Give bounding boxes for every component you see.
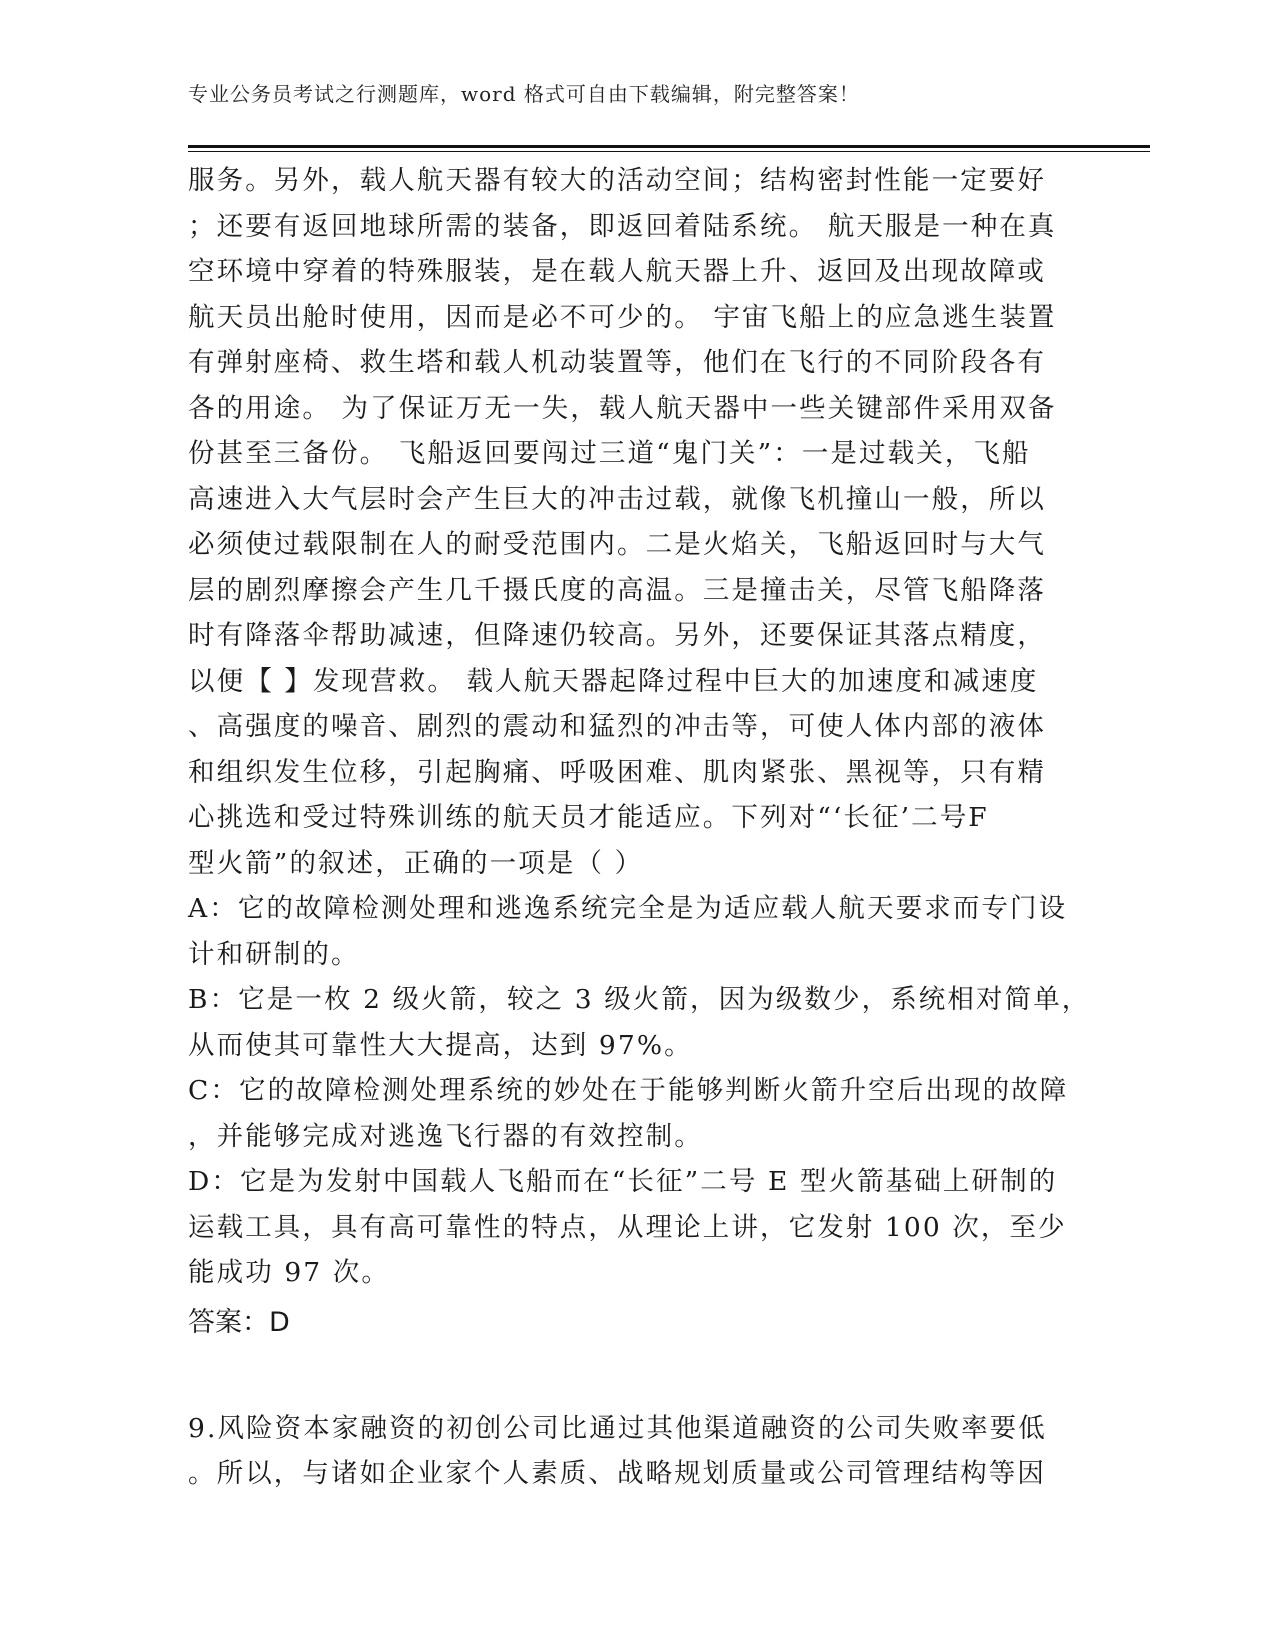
option-b-line: B：它是一枚 2 级火箭，较之 3 级火箭，因为级数少，系统相对简单， — [188, 984, 1091, 1015]
passage-line: 以便【 】发现营救。 载人航天器起降过程中巨大的加速度和减速度 — [188, 665, 1039, 697]
header-rule-thin — [188, 151, 1150, 152]
document-body — [188, 158, 1091, 1497]
passage-line: 时有降落伞帮助减速，但降速仍较高。另外，还要保证其落点精度， — [188, 620, 1046, 651]
passage-line: 份甚至三备份。 飞船返回要闯过三道“鬼门关”：一是过载关，飞船 — [188, 438, 1031, 469]
page-header: 专业公务员考试之行测题库，word 格式可自由下载编辑，附完整答案！ — [188, 82, 860, 106]
option-b — [188, 977, 1091, 1068]
header-rule-thick — [188, 145, 1150, 148]
question-9 — [188, 1406, 1068, 1497]
passage-line: 型火箭”的叙述，正确的一项是（ ） — [188, 847, 644, 879]
option-d-line: 能成功 97 次。 — [188, 1257, 390, 1288]
passage-line: 服务。另外，载人航天器有较大的活动空间；结构密封性能一定要好 — [188, 165, 1046, 196]
question-line: 9.风险资本家融资的初创公司比通过其他渠道融资的公司失败率要低 — [188, 1412, 1047, 1444]
option-a — [188, 886, 1068, 977]
passage-line: 有弹射座椅、救生塔和载人机动装置等，他们在飞行的不同阶段各有 — [188, 347, 1046, 378]
passage-line: 层的剧烈摩擦会产生几千摄氏度的高温。三是撞击关，尽管飞船降落 — [188, 574, 1046, 606]
passage-line: 各的用途。 为了保证万无一失，载人航天器中一些关键部件采用双备 — [188, 392, 1057, 424]
passage-line: 和组织发生位移，引起胸痛、呼吸困难、肌肉紧张、黑视等，只有精 — [188, 756, 1046, 788]
passage — [188, 158, 1068, 886]
section-gap — [188, 1346, 1068, 1406]
passage-line: ；还要有返回地球所需的装备，即返回着陆系统。 航天服是一种在真 — [188, 210, 1057, 242]
passage-line: 高速进入大气层时会产生巨大的冲击过载，就像飞机撞山一般，所以 — [188, 483, 1046, 515]
option-c-line: C：它的故障检测处理系统的妙处在于能够判断火箭升空后出现的故障 — [188, 1075, 1069, 1106]
passage-line: 、高强度的噪音、剧烈的震动和猛烈的冲击等，可使人体内部的液体 — [188, 711, 1046, 742]
option-a-line: 计和研制的。 — [188, 938, 360, 970]
passage-line: 必须使过载限制在人的耐受范围内。二是火焰关，飞船返回时与大气 — [188, 529, 1046, 560]
passage-line: 心挑选和受过特殊训练的航天员才能适应。下列对“‘长征’二号F — [188, 802, 989, 833]
question-line: 。所以，与诸如企业家个人素质、战略规划质量或公司管理结构等因 — [188, 1458, 1046, 1489]
answer-label: 答案：D — [188, 1306, 290, 1338]
option-b-line: 从而使其可靠性大大提高，达到 97%。 — [188, 1029, 693, 1061]
option-d — [188, 1159, 1068, 1296]
option-c — [188, 1068, 1068, 1159]
option-d-line: D：它是为发射中国载人飞船而在“长征”二号 E 型火箭基础上研制的 — [188, 1166, 1058, 1197]
passage-line: 航天员出舱时使用，因而是必不可少的。 宇宙飞船上的应急逃生装置 — [188, 301, 1057, 333]
passage-line: 空环境中穿着的特殊服装，是在载人航天器上升、返回及出现故障或 — [188, 256, 1046, 287]
option-c-line: ，并能够完成对逃逸飞行器的有效控制。 — [188, 1120, 703, 1152]
option-d-line: 运载工具，具有高可靠性的特点，从理论上讲，它发射 100 次，至少 — [188, 1211, 1067, 1243]
option-a-line: A：它的故障检测处理和逃逸系统完全是为适应载人航天要求而专门设 — [188, 893, 1068, 924]
